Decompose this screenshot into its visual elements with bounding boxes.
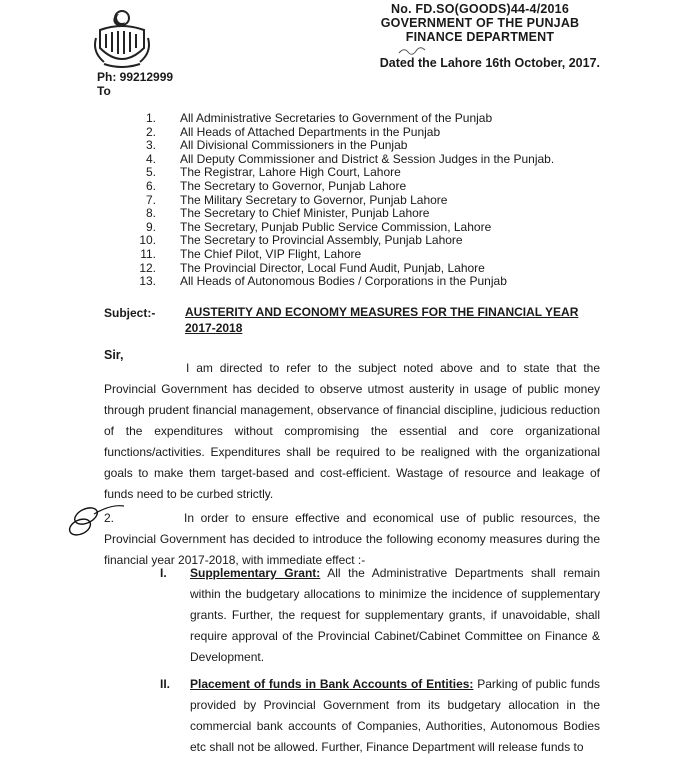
paragraph-1: I am directed to refer to the subject noted above and to state that the Provincial Government has decided to observe utmost austerity in usage of public money through prudent financial management, observance of financial discipline, judicious reduction of the expenditures without compromising the essential and core organizational functions/activities. Expenditures shall be required to be realigned with the organizational goals to make them target-based and cost-efficient. Wastage of resource and leakage of funds need to be curbed strictly. [104, 361, 600, 501]
addressee-item [128, 139, 554, 153]
addressee-item [128, 153, 554, 167]
addressee-text: All Heads of Autonomous Bodies / Corporations in the Punjab [180, 274, 507, 289]
addressee-text: All Administrative Secretaries to Government of the Punjab [180, 111, 493, 125]
addressee-item [128, 126, 554, 140]
government-emblem-icon [90, 8, 154, 72]
paragraph-2 [104, 508, 600, 571]
handwritten-scribble-icon [398, 46, 426, 56]
letter-date: Dated the Lahore 16th October, 2017. [379, 56, 600, 70]
addressee-item [128, 248, 554, 262]
addressee-text: The Chief Pilot, VIP Flight, Lahore [180, 246, 362, 261]
addressee-item [128, 112, 554, 126]
addressee-number: 6. [145, 178, 156, 193]
salutation: Sir, [104, 348, 124, 362]
addressee-number: 1. [145, 111, 156, 125]
addressee-number: 11. [140, 246, 156, 261]
addressee-item [128, 166, 554, 180]
addressee-item [128, 221, 554, 235]
addressee-item [128, 180, 554, 194]
measure-item-2 [160, 674, 600, 758]
addressee-list [128, 112, 554, 289]
addressee-number: 10. [139, 233, 156, 248]
addressee-item [128, 207, 554, 221]
addressee-text: The Secretary to Provincial Assembly, Punjab Lahore [180, 233, 463, 248]
addressee-text: The Military Secretary to Governor, Punjab Lahore [180, 192, 448, 207]
measure-text: Parking of public funds provided by Provincial Government from its budgetary allocation in the commercial bank accounts of Companies, Authorities, Autonomous Bodies etc shall not be allowed. Further, Finance Department will release funds to [190, 677, 600, 754]
addressee-number: 4. [145, 151, 156, 166]
addressee-text: All Deputy Commissioner and District & Session Judges in the Punjab. [180, 151, 555, 166]
addressee-text: The Secretary, Punjab Public Service Commission, Lahore [180, 219, 492, 234]
addressee-item [128, 262, 554, 276]
measure-heading: Placement of funds in Bank Accounts of Entities: [190, 677, 474, 691]
handwritten-mark-icon [66, 500, 126, 540]
addressee-number: 8. [145, 206, 156, 221]
paragraph-2-number: 2. [104, 511, 115, 525]
to-label: To [97, 84, 111, 98]
measure-roman: I. [160, 566, 167, 580]
subject-label: Subject:- [104, 306, 156, 320]
measure-heading: Supplementary Grant: [190, 566, 321, 580]
addressee-number: 12. [139, 260, 156, 275]
paragraph-2-text: In order to ensure effective and economical use of public resources, the Provincial Government has decided to introduce the following economy measures during the financial year 2017-2018, with immediate effect :- [104, 511, 600, 567]
addressee-item [128, 234, 554, 248]
measure-text: All the Administrative Departments shall remain within the budgetary allocations to minimize the incidence of supplementary grants. Further, the request for supplementary grants, if unavoidable, shall require approval of the Provincial Cabinet/Cabinet Committee on Finance & Development. [190, 566, 600, 664]
addressee-text: All Heads of Attached Departments in the Punjab [180, 124, 441, 139]
addressee-number: 5. [145, 165, 156, 180]
addressee-text: The Secretary to Governor, Punjab Lahore [180, 178, 407, 193]
measure-roman: II. [160, 677, 171, 691]
addressee-item [128, 194, 554, 208]
addressee-number: 13. [139, 274, 156, 289]
addressee-text: The Secretary to Chief Minister, Punjab Lahore [180, 206, 430, 221]
department-title: FINANCE DEPARTMENT [405, 30, 555, 44]
measure-item-1 [160, 563, 600, 668]
addressee-text: All Divisional Commissioners in the Punjab [180, 138, 408, 153]
addressee-item [128, 275, 554, 289]
addressee-number: 9. [145, 219, 156, 234]
addressee-number: 7. [145, 192, 156, 207]
addressee-text: The Provincial Director, Local Fund Audit, Punjab, Lahore [180, 260, 485, 275]
addressee-number: 2. [145, 124, 156, 139]
phone-number: Ph: 99212999 [97, 70, 174, 84]
addressee-number: 3. [145, 138, 156, 153]
addressee-text: The Registrar, Lahore High Court, Lahore [180, 165, 401, 180]
government-title: GOVERNMENT OF THE PUNJAB [380, 16, 580, 30]
subject-text: AUSTERITY AND ECONOMY MEASURES FOR THE FINANCIAL YEAR 2017-2018 [185, 305, 579, 335]
reference-number: No. FD.SO(GOODS)44-4/2016 [391, 2, 569, 16]
